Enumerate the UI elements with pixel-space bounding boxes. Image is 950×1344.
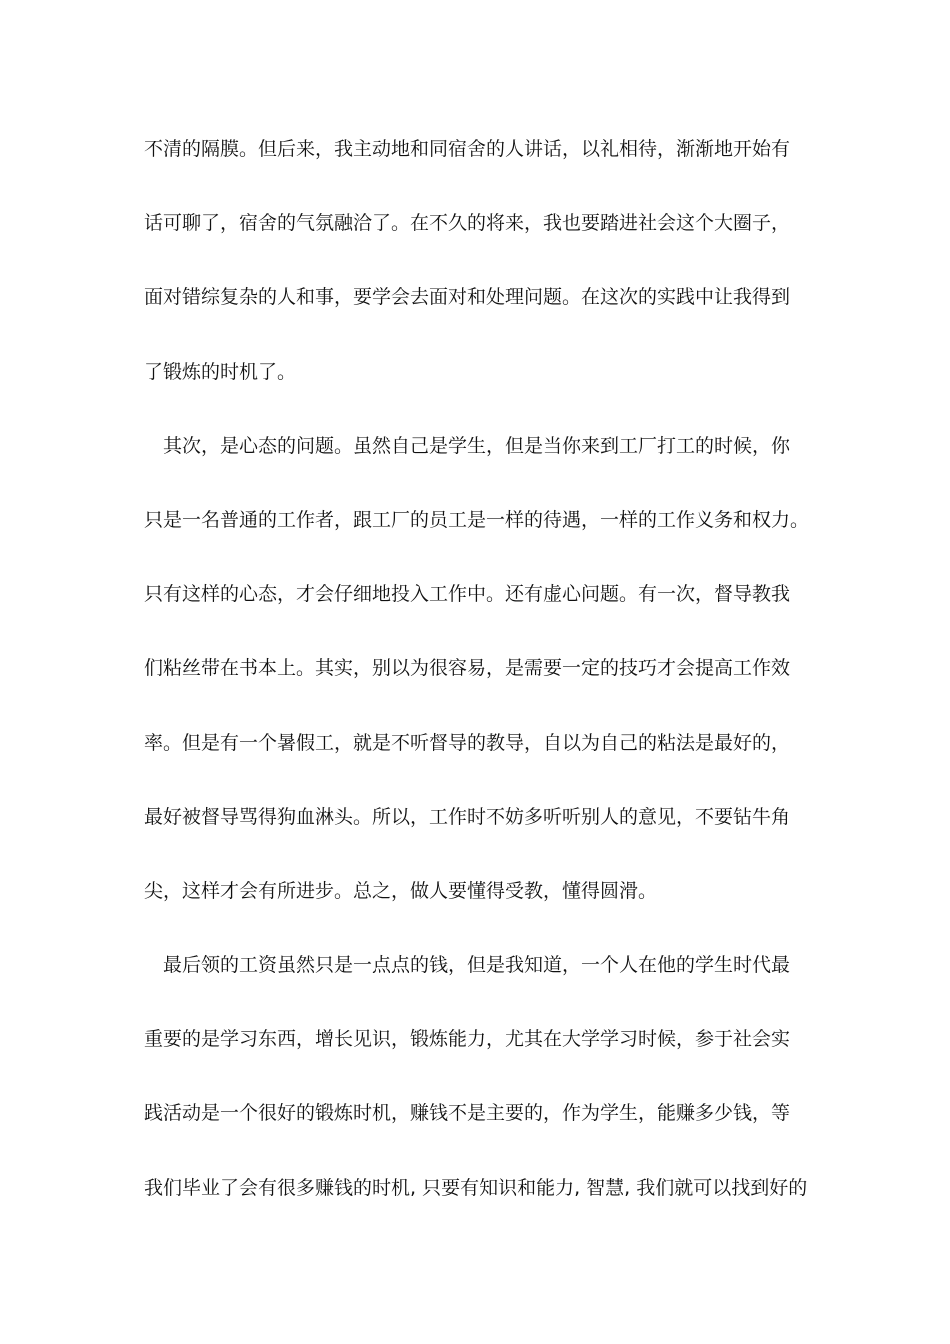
paragraph-1	[144, 131, 824, 428]
text-line: 面对错综复杂的人和事，要学会去面对和处理问题。在这次的实践中让我得到	[144, 286, 791, 309]
paragraph-2	[144, 428, 824, 947]
text-line: 了锻炼的时机了。	[144, 360, 297, 383]
text-line: 只是一名普通的工作者，跟工厂的员工是一样的待遇，一样的工作义务和权力。	[144, 508, 810, 531]
text-line: 其次，是心态的问题。虽然自己是学生，但是当你来到工厂打工的时候，你	[163, 434, 791, 457]
text-line: 只有这样的心态，才会仔细地投入工作中。还有虚心问题。有一次，督导教我	[144, 583, 791, 606]
document-body	[144, 131, 824, 1207]
text-line: 践活动是一个很好的锻炼时机，赚钱不是主要的，作为学生，能赚多少钱，等	[144, 1102, 791, 1125]
text-line: 尖，这样才会有所进步。总之，做人要懂得受教，懂得圆滑。	[144, 879, 658, 902]
text-line: 我们毕业了会有很多赚钱的时机, 只要有知识和能力, 智慧, 我们就可以找到好的	[144, 1176, 808, 1199]
paragraph-3	[144, 947, 824, 1207]
text-line: 最后领的工资虽然只是一点点的钱，但是我知道，一个人在他的学生时代最	[163, 954, 791, 977]
text-line: 重要的是学习东西，增长见识，锻炼能力，尤其在大学学习时候，参于社会实	[144, 1028, 791, 1051]
text-line: 率。但是有一个暑假工，就是不听督导的教导，自以为自己的粘法是最好的，	[144, 731, 791, 754]
text-line: 话可聊了，宿舍的气氛融洽了。在不久的将来，我也要踏进社会这个大圈子，	[144, 212, 791, 235]
text-line: 不清的隔膜。但后来，我主动地和同宿舍的人讲话，以礼相待，渐渐地开始有	[144, 138, 791, 160]
text-line: 最好被督导骂得狗血淋头。所以，工作时不妨多听听别人的意见，不要钻牛角	[144, 805, 791, 828]
text-line: 们粘丝带在书本上。其实，别以为很容易，是需要一定的技巧才会提高工作效	[144, 657, 791, 680]
